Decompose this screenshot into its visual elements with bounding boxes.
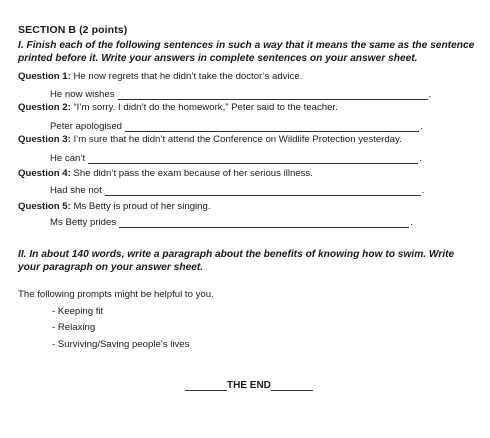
- the-end-right-line: [271, 381, 313, 391]
- the-end-left-line: [185, 381, 227, 391]
- part2-instruction: II. In about 140 words, write a paragraph about the benefits of knowing how to swim. Write your paragraph on your answer sheet.: [18, 249, 455, 273]
- answer-3-period: .: [419, 153, 422, 164]
- answer-2-blank: [125, 122, 419, 132]
- question-3-text: I’m sure that he didn’t attend the Conference on Wildlife Protection yesterday.: [73, 134, 402, 145]
- prompt-item: - Surviving/Saving people’s lives: [52, 339, 190, 350]
- the-end: [185, 380, 313, 391]
- question-5-label: Question 5:: [18, 201, 71, 212]
- question-3-label: Question 3:: [18, 134, 71, 145]
- question-3: [18, 134, 402, 145]
- part1-instruction: I. Finish each of the following sentences in such a way that it means the same as the sentence printed before it. Write your answers in complete sentences on your answer sheet.: [18, 40, 475, 64]
- question-5-text: Ms Betty is proud of her singing.: [73, 201, 211, 212]
- answer-4-period: .: [421, 185, 425, 196]
- question-1-text: He now regrets that he didn’t take the doctor’s advice.: [73, 71, 303, 82]
- answer-1-blank: [118, 90, 428, 100]
- section-title: SECTION B (2 points): [18, 24, 128, 36]
- answer-5-period: .: [410, 217, 413, 228]
- answer-4-prompt: Had she not: [50, 185, 102, 196]
- question-1: [18, 71, 302, 82]
- question-2-label: Question 2:: [18, 102, 71, 113]
- answer-5-prompt: Ms Betty prides: [50, 217, 117, 228]
- answer-2: [50, 121, 423, 132]
- answer-1-period: .: [428, 89, 432, 100]
- question-2-text: “I’m sorry. I didn’t do the homework,” Peter said to the teacher.: [73, 102, 338, 113]
- answer-2-period: .: [420, 121, 423, 132]
- answer-1-prompt: He now wishes: [50, 89, 115, 100]
- answer-1: [50, 89, 431, 100]
- prompts-intro: The following prompts might be helpful to you.: [18, 289, 214, 300]
- answer-2-prompt: Peter apologised: [50, 121, 123, 132]
- question-5: [18, 201, 211, 212]
- question-1-label: Question 1:: [18, 71, 71, 82]
- prompt-item: - Relaxing: [52, 322, 96, 333]
- answer-3-prompt: He can’t: [50, 153, 86, 164]
- answer-5: [50, 217, 413, 228]
- answer-4-blank: [105, 186, 421, 196]
- answer-3-blank: [88, 154, 418, 164]
- question-4: [18, 168, 313, 179]
- answer-3: [50, 153, 422, 164]
- question-4-label: Question 4:: [18, 168, 71, 179]
- question-4-text: She didn’t pass the exam because of her serious illness.: [73, 168, 313, 179]
- the-end-text: THE END: [227, 380, 271, 391]
- answer-5-blank: [119, 218, 409, 228]
- question-2: [18, 102, 338, 113]
- prompt-item: - Keeping fit: [52, 306, 104, 317]
- answer-4: [50, 185, 424, 196]
